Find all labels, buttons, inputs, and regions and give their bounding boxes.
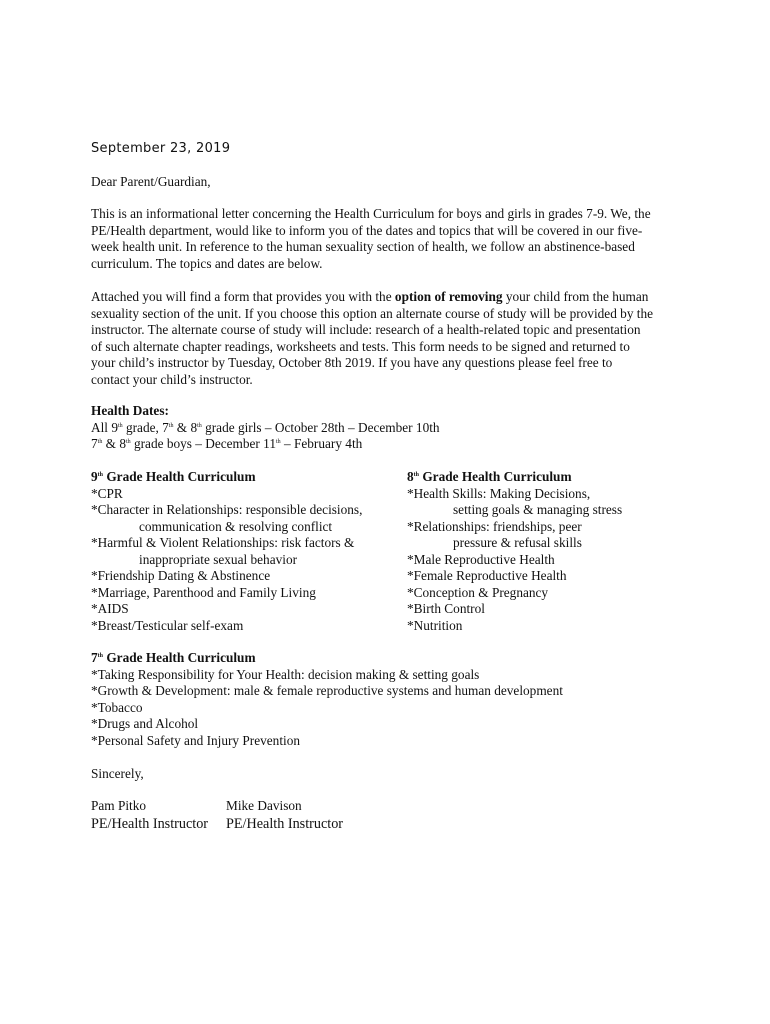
ordinal-suffix: th <box>117 422 123 429</box>
paragraph-line: your child’s instructor by Tuesday, October 8th 2019. If you have any questions please feel free to <box>91 355 613 370</box>
option-of-removing-emphasis: option of removing <box>394 289 503 304</box>
ordinal-suffix: th <box>97 439 103 445</box>
letter-date: September 23, 2019 <box>91 141 231 156</box>
paragraph-line: curriculum. The topics and dates are below. <box>91 255 323 271</box>
paragraph-line: sexuality section of the unit. If you choose this option an alternate course of study will be provided by the <box>91 305 654 321</box>
signer-title: PE/Health Instructor <box>91 815 209 832</box>
text-run: – February 4th <box>280 436 363 451</box>
grade-8-heading <box>407 469 707 486</box>
girls-dates <box>91 420 440 437</box>
signer-name: Pam Pitko <box>91 798 147 813</box>
paragraph-line: PE/Health department, would like to inform you of the dates and topics that will be covered in our five- <box>91 222 643 238</box>
curriculum-item: *Friendship Dating & Abstinence <box>91 568 271 583</box>
text-run: Grade Health Curriculum <box>419 469 572 484</box>
ordinal-suffix: th <box>97 472 103 478</box>
signer-name: Mike Davison <box>226 798 302 813</box>
text-run: grade girls – October 28th – December 10th <box>201 419 440 435</box>
curriculum-item: *Conception & Pregnancy <box>407 584 549 600</box>
signature-block <box>226 798 343 833</box>
opt-out-paragraph <box>91 289 691 388</box>
paragraph-line: contact your child’s instructor. <box>91 371 253 387</box>
ordinal-suffix: th <box>413 472 419 478</box>
curriculum-item: *Character in Relationships: responsible decisions, <box>91 502 363 517</box>
paragraph-line: instructor. The alternate course of study will include: research of a health-related topic and presentation <box>91 322 641 337</box>
curriculum-item: *Personal Safety and Injury Prevention <box>91 732 301 748</box>
curriculum-item: *Growth & Development: male & female reproductive systems and human development <box>91 683 563 698</box>
text-run: & 8 <box>173 419 198 435</box>
curriculum-item: *Nutrition <box>407 617 463 633</box>
health-dates-section <box>91 403 440 453</box>
curriculum-item-continued: communication & resolving conflict <box>139 518 333 534</box>
curriculum-item-continued: setting goals & managing stress <box>453 502 623 517</box>
text-run: 7 <box>91 436 98 451</box>
greeting: Dear Parent/Guardian, <box>91 174 211 189</box>
ordinal-suffix: th <box>197 422 202 429</box>
text-run: 7 <box>91 650 98 665</box>
text-run: grade, 7 <box>122 419 169 435</box>
curriculum-item: *Taking Responsibility for Your Health: decision making & setting goals <box>91 666 480 682</box>
closing: Sincerely, <box>91 766 144 781</box>
curriculum-item: *Breast/Testicular self-exam <box>91 617 244 633</box>
grade-7-curriculum <box>91 650 563 749</box>
curriculum-item: *CPR <box>91 485 123 501</box>
health-dates-heading: Health Dates: <box>91 403 169 418</box>
curriculum-item: *Birth Control <box>407 601 485 616</box>
paragraph-line: week health unit. In reference to the human sexuality section of health, we follow an abstinence-based <box>91 239 635 254</box>
grade-7-heading <box>91 650 563 667</box>
curriculum-item: *Health Skills: Making Decisions, <box>407 485 591 501</box>
grade-9-curriculum <box>91 469 401 634</box>
curriculum-item: *Marriage, Parenthood and Family Living <box>91 584 316 600</box>
ordinal-suffix: th <box>97 653 103 659</box>
ordinal-suffix: th <box>168 422 174 429</box>
curriculum-item: *Male Reproductive Health <box>407 551 555 567</box>
text-run: grade boys – December 11 <box>130 436 276 451</box>
ordinal-suffix: th <box>276 439 281 445</box>
text-run: 9 <box>91 469 98 484</box>
signer-title: PE/Health Instructor <box>226 815 344 832</box>
curriculum-item: *Tobacco <box>91 699 143 715</box>
text-run: Attached you will find a form that provides you with the <box>91 289 395 304</box>
text-run: your child from the human <box>502 289 649 304</box>
curriculum-item-continued: inappropriate sexual behavior <box>139 551 298 567</box>
text-run: All 9 <box>91 419 118 435</box>
curriculum-item: *Harmful & Violent Relationships: risk factors & <box>91 535 355 550</box>
paragraph-line: of such alternate chapter readings, worksheets and tests. This form needs to be signed and returned to <box>91 338 630 354</box>
curriculum-item: *AIDS <box>91 601 129 616</box>
grade-9-heading <box>91 469 401 486</box>
curriculum-item-continued: pressure & refusal skills <box>453 535 582 550</box>
grade-8-curriculum <box>407 469 707 634</box>
intro-paragraph <box>91 206 691 272</box>
text-run: & 8 <box>102 436 126 451</box>
text-run: 8 <box>407 469 414 484</box>
boys-dates <box>91 436 440 453</box>
curriculum-item: *Female Reproductive Health <box>407 568 567 583</box>
curriculum-item: *Drugs and Alcohol <box>91 716 199 731</box>
text-run: Grade Health Curriculum <box>103 469 256 484</box>
ordinal-suffix: th <box>125 439 131 445</box>
signature-block <box>91 798 208 833</box>
text-run: Grade Health Curriculum <box>103 650 256 665</box>
paragraph-line <box>91 289 691 306</box>
curriculum-item: *Relationships: friendships, peer <box>407 518 582 534</box>
paragraph-line: This is an informational letter concerning the Health Curriculum for boys and girls in grades 7-9. We, the <box>91 206 651 221</box>
